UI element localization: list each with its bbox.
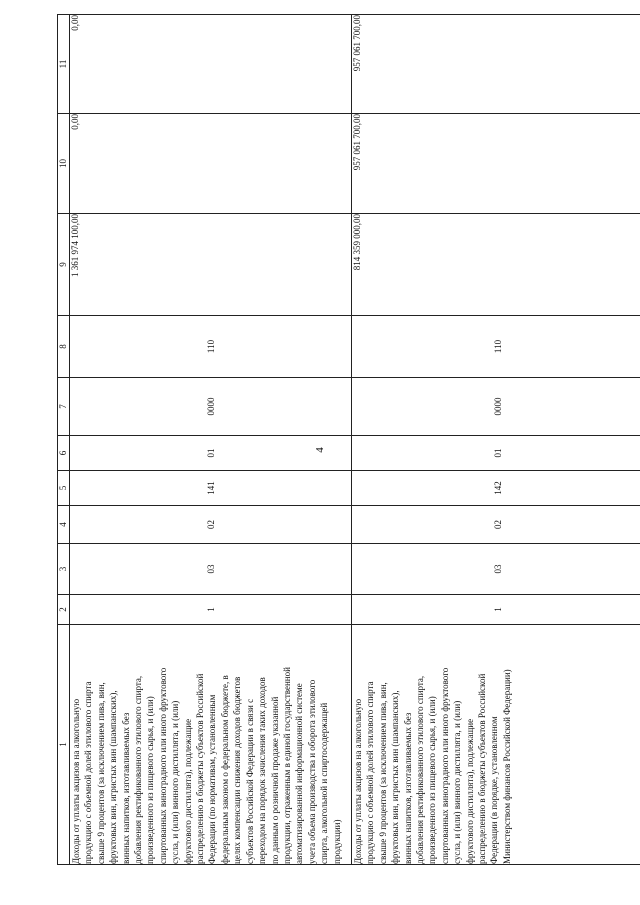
code-cell: 110 (352, 316, 640, 378)
code-cell: 01 (352, 436, 640, 471)
revenue-description: Доходы от уплаты акцизов на алкогольную продукцию с объемной долей этилового спирта свыше 9 процентов (за исключением пива, вин, фруктовых вин, игристых вин (шампанских), винных напитков, изготавливаемых без добавления ректификованного этилового спирта, произведенного из пищевого сырья, и (или) спиртованных виноградного или иного фруктового сусла, и (или) винного дистиллята, и (или) фруктового дистиллята), подлежащие распределению в бюджеты субъектов Российской Федерации (в порядке, установленном Министерством финансов Российской Федерации) (352, 625, 640, 865)
code-cell: 110 (70, 316, 352, 378)
code-cell: 0000 (352, 378, 640, 436)
code-cell: 02 (70, 506, 352, 544)
code-cell: 142 (352, 471, 640, 506)
amount-cell: 957 061 700,00 (352, 114, 640, 214)
code-cell: 0000 (70, 378, 352, 436)
table-row (352, 15, 640, 865)
code-cell: 1 (70, 595, 352, 625)
column-header: 11 (58, 15, 70, 114)
revenue-description: Доходы от уплаты акцизов на алкогольную продукцию с объемной долей этилового спирта свыше 9 процентов (за исключением пива, вин, фруктовых вин, игристых вин (шампанских), винных напитков, изготавливаемых без добавления ректификованного этилового спирта, произведенного из пищевого сырья, и (или) спиртованных виноградного или иного фруктового сусла, и (или) винного дистиллята, и (или) фруктового дистиллята), подлежащие распределению в бюджеты субъектов Российской Федерации (по нормативам, установленным федеральным законом о федеральном бюджете, в целях компенсации снижения доходов бюджетов субъектов Российской Федерации в связи с переходом на порядок зачисления таких доходов по данным о розничной продаже указанной продукции, отраженным в единой государственной автоматизированной информационной системе учета объема производства и оборота этилового спирта, алкогольной и спиртосодержащей продукции) (70, 625, 352, 865)
code-cell: 02 (352, 506, 640, 544)
column-header: 1 (58, 625, 70, 865)
column-header: 8 (58, 316, 70, 378)
column-header: 2 (58, 595, 70, 625)
table-row (70, 15, 352, 865)
amount-cell: 814 359 000,00 (352, 214, 640, 316)
column-header: 4 (58, 506, 70, 544)
column-header: 9 (58, 214, 70, 316)
column-header: 6 (58, 436, 70, 471)
code-cell: 03 (70, 544, 352, 595)
amount-cell: 1 361 974 100,00 (70, 214, 352, 316)
amount-cell: 0,00 (70, 114, 352, 214)
column-header: 7 (58, 378, 70, 436)
page-number: 4 (314, 447, 326, 453)
code-cell: 1 (352, 595, 640, 625)
amount-cell: 0,00 (70, 15, 352, 114)
budget-revenue-table (57, 14, 640, 865)
code-cell: 01 (70, 436, 352, 471)
code-cell: 03 (352, 544, 640, 595)
amount-cell: 957 061 700,00 (352, 15, 640, 114)
code-cell: 141 (70, 471, 352, 506)
rotated-page-content (57, 15, 640, 865)
column-header: 5 (58, 471, 70, 506)
column-header: 10 (58, 114, 70, 214)
column-header: 3 (58, 544, 70, 595)
column-number-header-row (58, 15, 70, 865)
